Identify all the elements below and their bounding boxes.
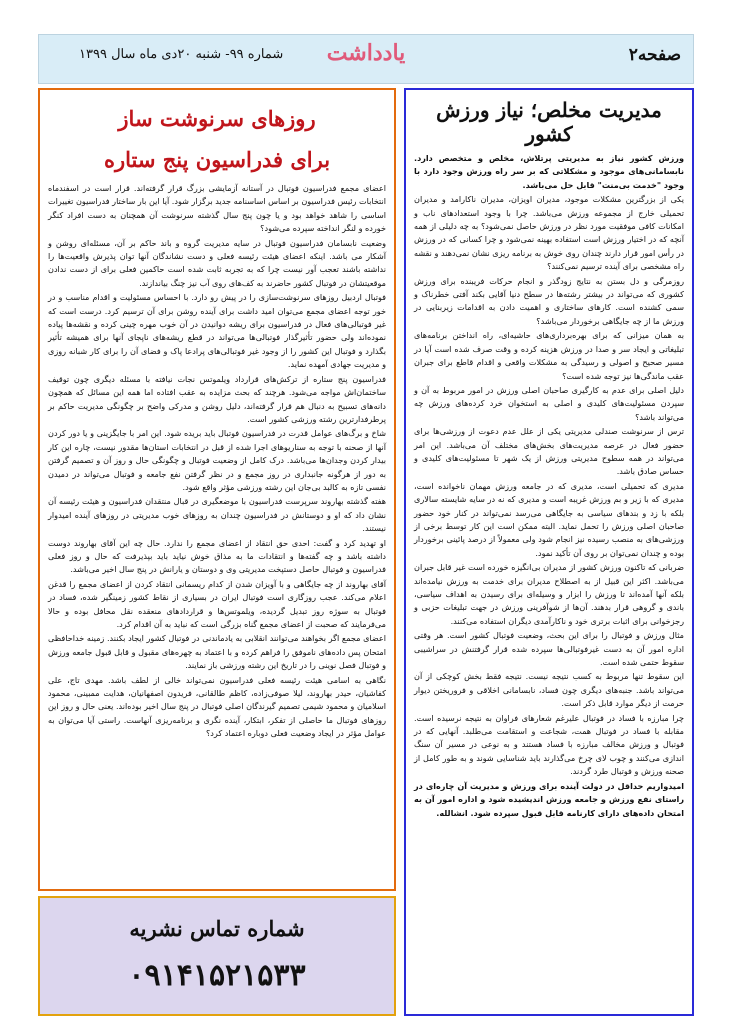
right-article-paragraph: دلیل اصلی برای عدم به کارگیری صاحبان اصلی ورزش در امور مربوط به آن و سپردن مسئولیت‌های کلیدی و اصلی به استخوان خرد کرده‌های ورزش چه می‌تواند باشد؟ xyxy=(414,384,684,422)
left-article-title-line1: روزهای سرنوشت ساز xyxy=(118,106,316,131)
issue-info: شماره ۹۹- شنبه ۲۰دی ماه سال ۱۳۹۹ xyxy=(79,47,284,62)
contact-phone: ۰۹۱۴۱۵۲۱۵۳۳ xyxy=(128,958,306,993)
right-article-body xyxy=(414,152,684,820)
right-article-paragraph: این سقوط تنها مربوط به کسب نتیجه نیست. نتیجه فقط بخش کوچکی از آن می‌تواند باشد. جنبه‌های دیگری چون فساد، نابسامانی اخلاقی و فروریختن دیوار حرمت از دیگر موارد قابل ذکر است. xyxy=(414,671,684,709)
right-article-paragraph: ضربانی که تاکنون ورزش کشور از مدیران بی‌انگیزه خورده است غیر قابل جبران می‌باشد. اکثر این قبیل از به اصطلاح مدیران برای خدمت به ورزش نیامده‌اند بلکه آنها آمده‌اند تا ورزش را ابزار و وسیله‌ای برای رسیدن به اهداف سیاسی، باندی و گروهی قرار بدهند. آن‌ها از شوآفرینی ورزش در جهت تبلیغات حزبی و رجزخوانی برای اثبات برتری خود و ناکارآمدی دیگران استفاده می‌کنند. xyxy=(414,562,684,626)
left-article-paragraph: او تهدید کرد و گفت: احدی حق انتقاد از اعضای مجمع را ندارد. حال چه این آقای بهاروند دوست داشته باشد و چه گفته‌ها و انتقادات ما به مذاق خوش نیاید باید بپذیرفت که حال و روز فعلی فدراسیون و فوتبال حاصل دستپخت مدیریتی وی و دوستان و یارانش در پنج سال اخیر می‌باشد. xyxy=(48,537,386,575)
left-article-paragraph: فوتبال اردبیل روزهای سرنوشت‌سازی را در پیش رو دارد. با احساس مسئولیت و اقدام مناسب و در خور توجه اعضای مجمع می‌توان امید داشت برای آینده روشن برای آن ترسیم کرد. درست است که غیر فوتبالی‌های فعال در فدراسیون برای ریشه دوانیدن در آن خوب مهره چینی کرده و نقشه‌ها پیاده نموده‌اند ولی حضور تأثیرگذار فوتبالی‌ها می‌تواند در قطع ریشه‌های ناپجای آنها برای همیشه تأثیر بگذارد و فوتبال این کشور را از وجود غیر فوتبالی‌های پرادعا پاک و فضای آن را برای کار شبانه روزی و مدیریت جهادی آمهده نماید. xyxy=(48,292,386,370)
contact-label: شماره تماس نشریه xyxy=(129,916,305,941)
contact-box xyxy=(38,896,396,1016)
right-article-paragraph: ترس از سرنوشت صندلی مدیریتی یکی از علل عدم دعوت از ورزشی‌ها برای حضور فعال در عرصه مدیریت‌های بخش‌های مختلف آن می‌باشد. این امر می‌تواند در همه سطوح مدیریتی ورزش از یک شهر تا مسئولیت‌های کلیدی و حساس صادق باشد. xyxy=(414,426,684,477)
page-number: صفحه۲ xyxy=(628,45,681,65)
section-title: یادداشت xyxy=(326,40,406,66)
left-article-title-line2: برای فدراسیون پنج ستاره xyxy=(103,147,331,172)
page-header xyxy=(38,34,694,84)
left-article-paragraph: شاخ و برگ‌های عوامل قدرت در فدراسیون فوتبال باید بریده شود. این امر با جایگزینی و یا دور کردن آنها از صحنه با توجه به سناریوهای اجرا شده از قبل در انتخابات استان‌ها مقدور نیست، چاره این کار بیدار کردن وجدان‌ها می‌باشد. درک کامل از وضعیت فوتبال و چگونگی حال و روز آن و تصمیم گرفتن به دور از هرگونه جانبداری در روز مجمع و در نظر گرفتن نفع جامعه و فوتبال می‌تواند در دمیدن نفسی تازه به کالبد بی‌جان این رشته ورزشی مؤثر واقع شود. xyxy=(48,428,386,492)
right-article-title: مدیریت مخلص؛ نیاز ورزش کشور xyxy=(436,98,662,146)
right-article-paragraph: مثال ورزش و فوتبال را برای این بحث، وضعیت فوتبال کشور است. هر وقتی اداره امور آن به دست غیرفوتبالی‌ها سپرده شده قرار گرفتنش در سراشیبی سقوط حتمی شده است. xyxy=(414,630,684,668)
left-article-paragraph: فدراسیون پنج ستاره از ترکش‌های قرارداد ویلموتس نجات نیافته با مسئله دیگری چون توقیف ساختمان‌اش مواجه می‌شود. هرچند که بحث مزایده به عقب افتاده اما همه این مسائل که همچون دانه‌های تسبیح به دنبال هم قرار گرفته‌اند، دلیل روشن و مدرکی واضح بر چگونگی مدیریت حاکم بر پرطرفدارترین رشته ورزشی کشور است. xyxy=(48,373,386,424)
right-article-paragraph: روزمرگی و دل بستن به نتایج زودگذر و انجام حرکات فریبنده برای ورزش کشوری که می‌تواند در بیشتر رشته‌ها در سطح دنیا آقایی بکند آفتی خطرناک و سمی کشنده است. کارهای ساختاری و اهمیت دادن به اقدامات زیربنایی در ورزش ما از چه جایگاهی برخوردار می‌باشد؟ xyxy=(414,275,684,326)
left-article-paragraph: وضعیت نابسامان فدراسیون فوتبال در سایه مدیریت گروه و باند حاکم بر آن، مسئله‌ای روشن و آشکار می باشد. اینکه اعضای هیئت رئیسه فعلی و دست نشاندگان آنها توان پذیرش واقعیت‌ها را نداشته باشند تعجب آور نیست چرا که به تجربه ثابت شده است حاکمین فعلی برای از دست ندادن موقعیتشان در فوتبال کشور حاضرند به کف‌های روی آب نیز چنگ بیاندازند. xyxy=(48,237,386,288)
left-article-paragraph: آقای بهاروند از چه جایگاهی و با آویزان شدن از کدام ریسمانی انتقاد کردن از اعضای مجمع را قدغن اعلام می‌کند. عجب روزگاری است فوتبال ایران در بسیاری از نقاط کشور زمینگیر شده، فساد در فوتبال به سوژه روز تبدیل گردیده، ویلموتس‌ها و قراردادهای منعقده نقل محافل بوده و حالا می‌فرمایند که صحبت از اعضای مجمع گناه بزرگی است که نباید به آن اقدام کرد. xyxy=(48,578,386,629)
right-article-paragraph: ورزش کشور نیاز به مدیریتی پرتلاش، مخلص و متخصص دارد. نابسامانی‌های موجود و مشکلاتی که بر سر راه ورزش وجود دارد با وجود "خدمت بی‌منت" قابل حل می‌باشد. xyxy=(414,153,684,190)
left-article xyxy=(38,88,396,891)
right-article-paragraph: چرا مبارزه با فساد در فوتبال علیرغم شعارهای فراوان به نتیجه نرسیده است. مقابله با فساد در فوتبال همت، شجاعت و استقامت می‌طلبد. آنهایی که در فوتبال و ورزش مخالف مبارزه با فساد هستند و به نوعی در مسیر آن سنگ اندازی می‌کنند و چوب لای چرخ می‌گذارند باید شناسایی شوند و به طور کامل از صحنه ورزش و فوتبال طرد گردند. xyxy=(414,712,684,777)
left-article-paragraph: نگاهی به اسامی هیئت رئیسه فعلی فدراسیون نمی‌تواند خالی از لطف باشد. مهدی تاج، علی کفاشیان، حیدر بهاروند، لیلا صوفی‌زاده، کاظم طالقانی، فریدون اصفهانیان، هدایت ممبینی، محمود اسلامیان و محمود شیمی تصمیم گیرندگان اصلی فوتبال در پنج سال اخیر بوده‌اند. یعنی حال و روز این روزهای فوتبال ما حاصلی از تفکر، ابتکار، آینده نگری و برنامه‌ریزی آنهاست. راستی آیا می‌توان به عوامل مؤثر در ایجاد وضعیت فعلی دوباره اعتماد کرد؟ xyxy=(48,674,386,739)
right-article-paragraph: امیدواریم حداقل در دولت آینده برای ورزش و مدیریت آن چاره‌ای در راستای نفع ورزش و جامعه ورزش اندیشیده شود و اداره امور آن به امتحان داده‌های دارای کارنامه قابل قبول سپرده شود. انشالله. xyxy=(414,780,684,818)
right-article-paragraph: یکی از بزرگترین مشکلات موجود، مدیران اویزان، مدیران ناکارامد و مدیران تحمیلی خارج از مجموعه ورزش می‌باشد. چرا با وجود استعدادهای ناب و امکانات کافی موفقیت مورد نظر در ورزش حاصل نمی‌شود؟ به چه دلیلی از همه آنچه که در اختیار ورزش است استفاده بهینه نمی‌شود و چرا کسانی که در ورزش در رأس امور قرار دارند چندان روی خوش به برنامه ریزی نشان نمی‌دهند و نقشه راه مشخصی برای آینده ترسیم نمی‌کنند؟ xyxy=(414,194,684,272)
left-article-paragraph: اعضای مجمع اگر بخواهند می‌توانند انقلابی به یادماندنی در فوتبال کشور ایجاد بکنند. زمینه خداحافظی امتحان پس داده‌های ناموفق را فراهم کرده و با اعتماد به چهره‌های مقبول و قابل قبول جامعه ورزش و فوتبال فصل نوینی را در تاریخ این رشته ورزشی باز نمایند. xyxy=(48,633,386,671)
right-article-paragraph: به همان میزانی که برای بهره‌برداری‌های حاشیه‌ای، راه انداختن برنامه‌های تبلیغاتی و ایجاد سر و صدا در ورزش هزینه کرده و وقت صرف شده است آیا در مسیر صحیح و اصولی و رسیدگی به مشکلات واقعی و اقدام قاطع برای جبران عقب ماندگی‌ها نیز توجه شده است؟ xyxy=(414,330,684,381)
right-article-paragraph: مدیری که تحمیلی است، مدیری که در جامعه ورزش مهمان ناخوانده است، مدیری که با زیر و بم ورزش غریبه است و مدیری که نه در سایه شایسته سالاری بلکه با زد و بندهای سیاسی به جایگاهی می‌رسد نمی‌تواند در کنار خود حضور صاحبان اصلی ورزش را تحمل نماید. البته ممکن است این کار توسط برخی از ورزشی‌های به منصب رسیده نیز انجام شود ولی معمولاً از درصد پائینی برخوردار بوده و چندان نمی‌توان بر روی آن تأکید نمود. xyxy=(414,480,684,558)
left-article-paragraph: اعضای مجمع فدراسیون فوتبال در آستانه آزمایشی بزرگ قرار گرفته‌اند. قرار است در اسفندماه انتخابات رئیس فدراسیون بر اساس اساسنامه جدید برگزار شود. آیا این بار ساختار فدراسیون تغییرات اساسی را شاهد خواهد بود و یا چون پنج سال گذشته سرنوشت آن همچنان به دست افراد کنگر خورده و لنگر انداخته سپرده می‌شود؟ xyxy=(48,183,386,234)
right-article xyxy=(404,88,694,1016)
left-article-body xyxy=(48,182,386,741)
left-article-paragraph: هفته گذشته بهاروند سرپرست فدراسیون با موضعگیری در قبال منتقدان فدراسیون و هیئت رئیسه آن نشان داد که او و دوستانش در فدراسیون چندان به روزهای خوب مدیریتی در روزهای آینده امیدوار نیستند. xyxy=(48,496,386,534)
